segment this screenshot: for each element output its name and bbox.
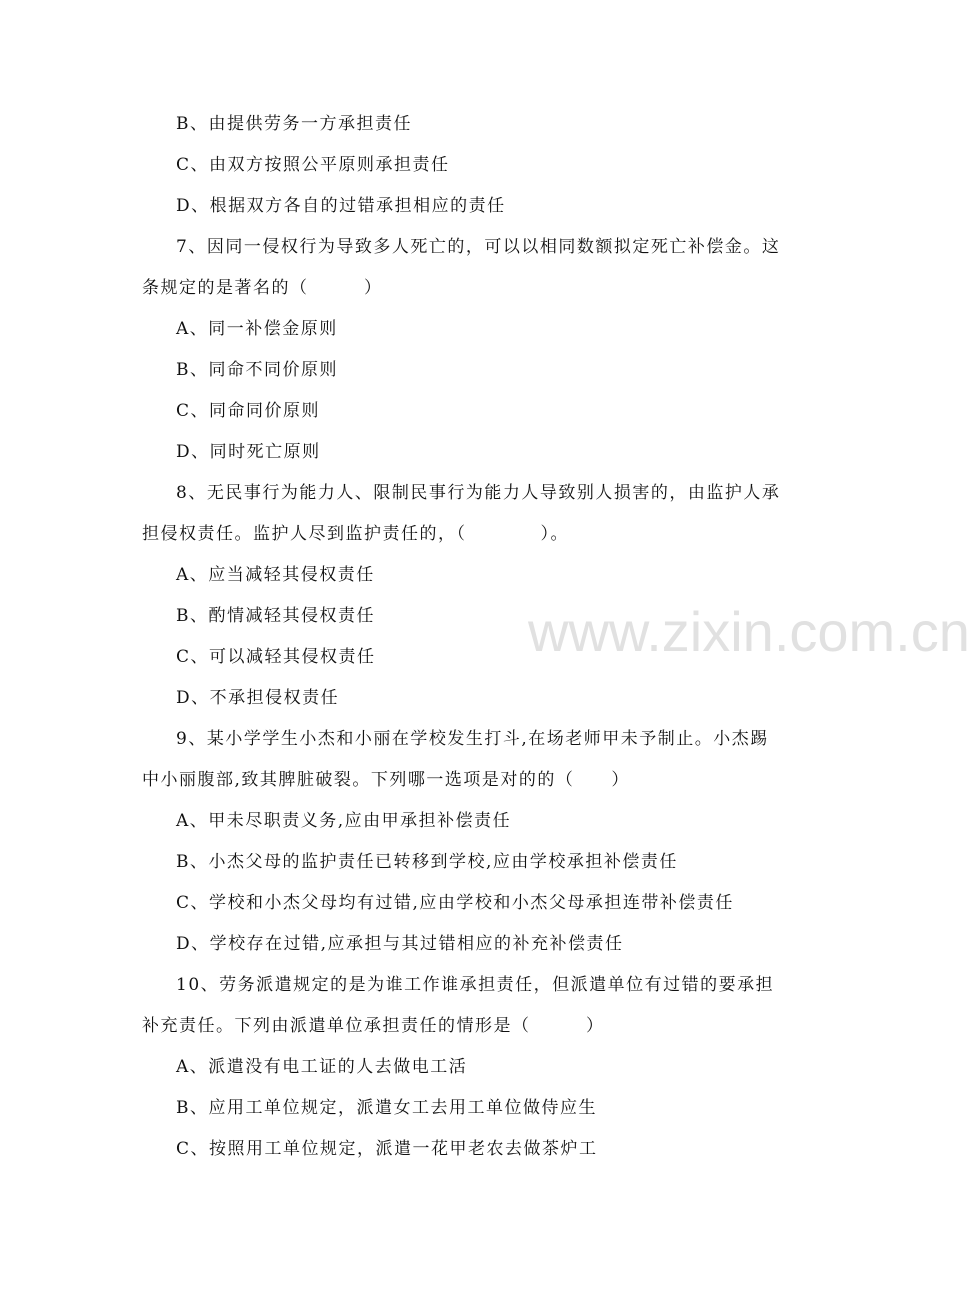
q8-option-b: B、酌情减轻其侵权责任 bbox=[176, 606, 375, 626]
q9-option-c: C、学校和小杰父母均有过错,应由学校和小杰父母承担连带补偿责任 bbox=[176, 893, 734, 913]
q10-option-c: C、按照用工单位规定，派遣一花甲老农去做茶炉工 bbox=[176, 1139, 598, 1159]
q7-option-d: D、同时死亡原则 bbox=[176, 442, 321, 462]
q8-option-d: D、不承担侵权责任 bbox=[176, 688, 340, 708]
q9-stem-line1: 9、某小学学生小杰和小丽在学校发生打斗,在场老师甲未予制止。小杰踢 bbox=[176, 729, 769, 749]
q10-option-a: A、派遣没有电工证的人去做电工活 bbox=[176, 1057, 468, 1077]
q8-stem-line1: 8、无民事行为能力人、限制民事行为能力人导致别人损害的，由监护人承 bbox=[176, 483, 781, 503]
q7-option-c: C、同命同价原则 bbox=[176, 401, 321, 421]
q10-option-b: B、应用工单位规定，派遣女工去用工单位做侍应生 bbox=[176, 1098, 597, 1118]
q10-stem-line1: 10、劳务派遣规定的是为谁工作谁承担责任，但派遣单位有过错的要承担 bbox=[176, 975, 775, 995]
watermark: www.zixin.com.cn bbox=[528, 600, 970, 663]
q9-option-b: B、小杰父母的监护责任已转移到学校,应由学校承担补偿责任 bbox=[176, 852, 678, 872]
q7-stem-line2: 条规定的是著名的（ ） bbox=[142, 278, 383, 298]
q8-option-a: A、应当减轻其侵权责任 bbox=[176, 565, 375, 585]
q7-option-b: B、同命不同价原则 bbox=[176, 360, 338, 380]
q7-option-a: A、同一补偿金原则 bbox=[176, 319, 338, 339]
q8-stem-line2: 担侵权责任。监护人尽到监护责任的，（ ）。 bbox=[142, 524, 569, 544]
q6-option-b: B、由提供劳务一方承担责任 bbox=[176, 114, 412, 134]
q9-option-d: D、学校存在过错,应承担与其过错相应的补充补偿责任 bbox=[176, 934, 624, 954]
q6-option-c: C、由双方按照公平原则承担责任 bbox=[176, 155, 450, 175]
q8-option-c: C、可以减轻其侵权责任 bbox=[176, 647, 376, 667]
q9-stem-line2: 中小丽腹部,致其脾脏破裂。下列哪一选项是对的的（ ） bbox=[142, 770, 630, 790]
q7-stem-line1: 7、因同一侵权行为导致多人死亡的，可以以相同数额拟定死亡补偿金。这 bbox=[176, 237, 781, 257]
q9-option-a: A、甲未尽职责义务,应由甲承担补偿责任 bbox=[176, 811, 512, 831]
q6-option-d: D、根据双方各自的过错承担相应的责任 bbox=[176, 196, 506, 216]
q10-stem-line2: 补充责任。下列由派遣单位承担责任的情形是（ ） bbox=[142, 1016, 605, 1036]
